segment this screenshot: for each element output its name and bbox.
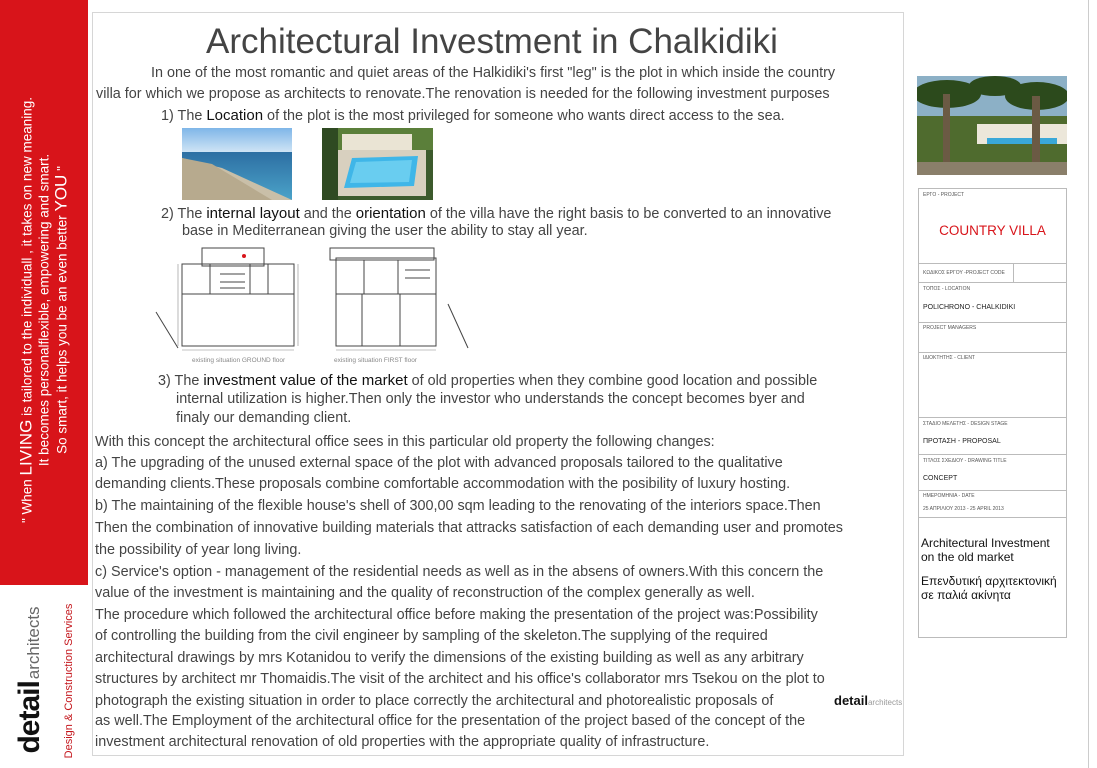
quote-text: is tailored to the individuall , it takes on new meaning. — [19, 97, 35, 420]
page-title: Architectural Investment in Chalkidiki — [206, 22, 778, 61]
body-line: of controlling the building from the civil engineer by sampling of the skeleton.The supplying of the required — [95, 628, 768, 644]
quote-emphasis: LIVING — [16, 419, 36, 476]
point-layout: 2) The internal layout and the orientation of the villa have the right basis to be converted to an innovative — [161, 205, 832, 222]
body-line: c) Service's option - management of the residential needs as well as in the absens of owners.With this concern the — [95, 564, 824, 580]
stage-value: ΠΡΟΤΑΣΗ - PROPOSAL — [923, 438, 1001, 445]
keyword: internal layout — [206, 205, 300, 222]
managers-label: PROJECT MANAGERS — [923, 325, 977, 331]
logo-light-text: architects — [24, 606, 43, 680]
drawing-title-label: ΤΙΤΛΟΣ ΣΧΕΔΙΟΥ - DRAWING TITLE — [923, 458, 1007, 464]
location-value: POLICHRONO - CHALKIDIKI — [923, 304, 1016, 311]
body-line: The procedure which followed the architectural office before making the presentation of the project was:Possibility — [95, 607, 818, 623]
body-line: investment architectural renovation of old properties with the appropriate quality of infrastructure. — [95, 734, 710, 750]
sidebar-quote — [18, 30, 71, 590]
body-line: demanding clients.These proposals combine comfortable accommodation with the posibility of luxury hosting. — [95, 476, 791, 492]
floor-plans — [150, 244, 480, 356]
services-label: Design & Construction Services — [63, 603, 75, 759]
project-name: COUNTRY VILLA — [939, 223, 1046, 238]
point-layout-cont: base in Mediterranean giving the user the ability to stay all year. — [182, 223, 588, 239]
point-location: 1) The Location of the plot is the most privileged for someone who wants direct access to the sea. — [161, 107, 785, 124]
title-block — [918, 188, 1067, 638]
client-label: ΙΔΙΟΚΤΗΤΗΣ - CLIENT — [923, 355, 975, 361]
body-line: as well.The Employment of the architectural office for the presentation of the project based of the concept of the — [95, 713, 806, 729]
point-investment: 3) The investment value of the market of old properties when they combine good location and possible — [158, 372, 818, 389]
date-label: ΗΜΕΡΟΜΗΝΙΑ - DATE — [923, 493, 975, 499]
point-investment-cont: finaly our demanding client. — [176, 410, 352, 426]
keyword: investment value of the market — [203, 372, 408, 389]
pool-photo — [322, 128, 433, 200]
project-label: ΕΡΓΟ - PROJECT — [923, 192, 965, 198]
intro-line: villa for which we propose as architects to renovate.The renovation is needed for the following investment purposes — [96, 86, 830, 102]
quote-text: It becomes personalflexible, empowering and smart. — [36, 153, 52, 467]
point-investment-cont: internal utilization is higher.Then only the investor who understands the concept becomes byer and — [176, 391, 805, 407]
body-line: With this concept the architectural office sees in this particular old property the following changes: — [95, 434, 715, 450]
stage-label: ΣΤΑΔΙΟ ΜΕΛΕΤΗΣ - DESIGN STAGE — [923, 421, 1008, 427]
location-label: ΤΟΠΟΣ - LOCATION — [923, 286, 971, 292]
body-line: the possibility of year long living. — [95, 542, 302, 558]
body-line: a) The upgrading of the unused external space of the plot with advanced proposals tailored to the qualitative — [95, 455, 783, 471]
inline-logo: detailarchitects — [834, 693, 903, 708]
keyword: orientation — [355, 205, 426, 222]
body-line: structures by architect mr Thomaidis.The visit of the architect and his office's collaborator mrs Tsekou on the plot to — [95, 671, 825, 687]
keyword: Location — [206, 107, 264, 124]
beach-photo — [182, 128, 292, 200]
body-line: Then the combination of innovative building materials that attracks satisfaction of each demanding user and promotes — [95, 520, 843, 536]
project-code-label: ΚΩΔΙΚΟΣ ΕΡΓΟΥ -PROJECT CODE — [923, 270, 1005, 276]
intro-line: In one of the most romantic and quiet areas of the Halkidiki's first "leg" is the plot in which inside the country — [151, 65, 836, 81]
quote-text: " When — [19, 475, 35, 523]
body-line: value of the investment is maintaining and the quality of reconstruction of the complex generally as well. — [95, 585, 755, 601]
body-line: b) The maintaining of the flexible house's shell of 300,00 sqm leading to the renovating of the interiors space.Then — [95, 498, 821, 514]
logo-bold-text: detail — [13, 681, 46, 754]
quote-emphasis: YOU — [51, 174, 71, 212]
company-logo — [13, 606, 47, 753]
page-edge — [1088, 0, 1089, 768]
plan-caption-first: existing situation FIRST floor — [334, 357, 417, 364]
body-line: architectural drawings by mrs Kotanidou to verify the dimensions of the existing building as well as any arbitrary — [95, 650, 804, 666]
drawing-title-value: CONCEPT — [923, 475, 958, 482]
description-gr: Επενδυτική αρχιτεκτονική σε παλιά ακίνητα — [921, 574, 1057, 602]
villa-palm-photo — [917, 76, 1067, 175]
quote-text: So smart, it helps you be an even better — [54, 211, 70, 454]
quote-text: " — [54, 166, 70, 175]
plan-caption-ground: existing situation GROUND floor — [192, 357, 286, 364]
date-value: 25 ΑΠΡΙΛΙΟΥ 2013 - 25 APRIL 2013 — [923, 506, 1004, 512]
description-en: Architectural Investment on the old market — [921, 536, 1050, 564]
body-line: photograph the existing situation in order to place correctly the architectural and photorealistic proposals of — [95, 693, 774, 709]
